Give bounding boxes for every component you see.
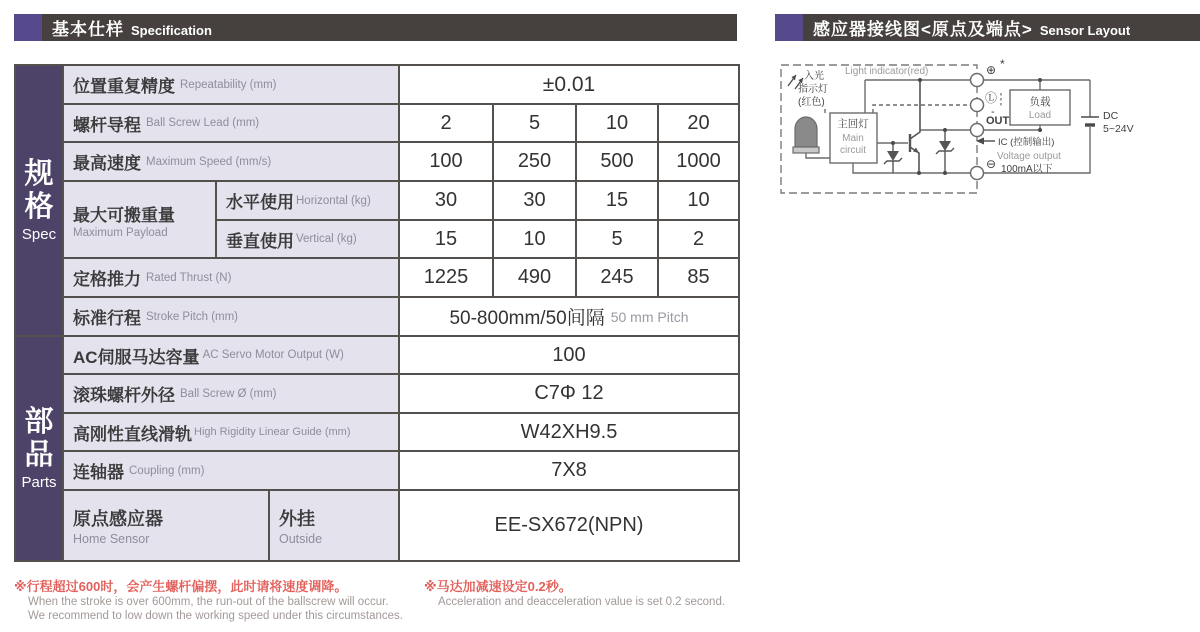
plus-terminal-label: ⊕ [986, 63, 997, 77]
cell-speed-3: 500 [577, 143, 659, 182]
footnote1-en-line2: We recommend to low down the working speed under this circumstances. [28, 610, 403, 623]
red-color-label: (红色) [798, 97, 825, 108]
cell-guide-value: W42XH9.5 [400, 414, 740, 452]
load-label-zh: 负载 [1029, 96, 1051, 108]
cell-lead-2: 5 [494, 105, 577, 143]
payload-label-en: Maximum Payload [73, 226, 168, 239]
row-screw-od-label [64, 375, 400, 414]
footnote1-en-line1: When the stroke is over 600mm, the run-out of the ballscrew will occur. [28, 596, 389, 608]
in-light-label: 入光 [804, 71, 824, 82]
sensor-layout-section-header [775, 14, 1200, 41]
row-payload-horizontal-label [217, 182, 400, 221]
load-label-en: Load [1028, 110, 1052, 121]
cell-payload-h-1: 30 [400, 182, 494, 221]
voltage-range-label: 5~24V [1103, 123, 1134, 135]
motor-label-en: AC Servo Motor Output (W) [202, 349, 344, 361]
row-lead-label [64, 105, 400, 143]
row-repeatability-label [64, 66, 400, 105]
thrust-label-en: Rated Thrust (N) [146, 271, 232, 284]
screw-od-label-zh: 滚珠螺杆外径 [73, 386, 175, 405]
cell-screw-od-value: C7Φ 12 [400, 375, 740, 414]
cell-lead-3: 10 [577, 105, 659, 143]
out-terminal-label: OUT [986, 115, 1010, 127]
row-motor-label [64, 337, 400, 375]
cell-speed-1: 100 [400, 143, 494, 182]
cell-payload-v-4: 2 [659, 221, 740, 259]
home-sensor-label-en: Home Sensor [73, 532, 150, 546]
spec-header-title-zh: 基本仕样 [52, 20, 124, 39]
coupling-label-zh: 连轴器 [73, 463, 124, 482]
home-sensor-sub-en: Outside [279, 532, 323, 546]
sidebar-spec-en: Spec [21, 225, 57, 243]
lamp-minus-mark: - [991, 106, 995, 118]
payload-v-label-en: Vertical (kg) [296, 233, 357, 245]
minus-terminal-label: ⊖ [986, 157, 997, 171]
sidebar-section-parts [16, 337, 64, 562]
thrust-label-zh: 定格推力 [73, 270, 141, 289]
lead-label-zh: 螺杆导程 [73, 115, 141, 135]
sidebar-parts-en: Parts [21, 473, 57, 491]
guide-label-zh: 高刚性直线滑轨 [73, 424, 192, 444]
sensor-wiring-diagram [775, 55, 1200, 205]
home-sensor-sub-zh: 外挂 [279, 509, 315, 529]
payload-label-zh: 最大可搬重量 [73, 205, 175, 225]
sidebar-spec-zh: 规格 [24, 158, 54, 223]
header-accent-square [14, 14, 42, 41]
indicator-label: 指示灯 [798, 84, 828, 95]
cell-thrust-2: 490 [494, 259, 577, 298]
sidebar-section-spec [16, 66, 64, 337]
main-circuit-label-zh: 主回灯 [837, 118, 869, 130]
cell-thrust-1: 1225 [400, 259, 494, 298]
cell-home-sensor-value: EE-SX672(NPN) [400, 491, 740, 562]
transistor-symbol [910, 80, 920, 173]
sensor-header-title-en: Sensor Layout [1039, 23, 1131, 38]
cell-motor-value: 100 [400, 337, 740, 375]
spec-section-header [14, 14, 737, 41]
cell-repeatability-value: ±0.01 [400, 66, 740, 105]
lamp-terminal-label: Ⓛ [985, 91, 998, 105]
row-stroke-label [64, 298, 400, 337]
payload-h-label-zh: 水平使用 [226, 193, 294, 212]
cell-thrust-4: 85 [659, 259, 740, 298]
speed-label-zh: 最高速度 [73, 154, 141, 173]
cell-lead-4: 20 [659, 105, 740, 143]
spec-header-title-en: Specification [131, 23, 212, 38]
cell-stroke-value [400, 298, 740, 337]
repeatability-label-en: Repeatability (mm) [180, 78, 277, 91]
cell-speed-4: 1000 [659, 143, 740, 182]
current-limit-label: 100mA以下 [1001, 164, 1053, 175]
repeatability-label-zh: 位置重复精度 [73, 77, 175, 96]
cell-payload-h-3: 15 [577, 182, 659, 221]
row-home-sensor-label [64, 491, 270, 562]
header-accent-square [775, 14, 803, 41]
sensor-header-title-zh: 感应器接线图<原点及端点> [813, 20, 1033, 39]
motor-label-zh: AC伺服马达容量 [73, 347, 200, 367]
cell-coupling-value: 7X8 [400, 452, 740, 491]
footnote-acceleration [424, 576, 725, 609]
guide-label-en: High Rigidity Linear Guide (mm) [194, 426, 351, 438]
battery-symbol [1081, 117, 1099, 125]
lead-label-en: Ball Screw Lead (mm) [146, 117, 260, 129]
footnote1-zh: ※行程超过600时，会产生螺杆偏摆，此时请将速度调降。 [14, 579, 348, 594]
cell-payload-v-3: 5 [577, 221, 659, 259]
led-symbol [793, 117, 819, 153]
ic-label: IC (控制输出) [998, 137, 1055, 148]
screw-od-label-en: Ball Screw Ø (mm) [180, 387, 277, 400]
footnote2-en: Acceleration and deacceleration value is set 0.2 second. [438, 596, 726, 608]
payload-v-label-zh: 垂直使用 [226, 231, 294, 251]
stroke-value-en: 50 mm Pitch [610, 308, 689, 325]
zener-diode-right [936, 130, 954, 173]
stroke-label-en: Stroke Pitch (mm) [146, 310, 239, 323]
asterisk-mark: * [1000, 57, 1005, 71]
cell-lead-1: 2 [400, 105, 494, 143]
specification-table [14, 64, 740, 562]
payload-h-label-en: Horizontal (kg) [296, 194, 371, 207]
speed-label-en: Maximum Speed (mm/s) [146, 155, 272, 168]
dc-label: DC [1103, 110, 1119, 122]
main-circuit-label-en2: circuit [839, 145, 867, 156]
row-thrust-label [64, 259, 400, 298]
cell-payload-h-4: 10 [659, 182, 740, 221]
cell-payload-h-2: 30 [494, 182, 577, 221]
row-guide-label [64, 414, 400, 452]
row-home-sensor-sub-label [270, 491, 400, 562]
home-sensor-label-zh: 原点感应器 [73, 509, 163, 529]
stroke-label-zh: 标准行程 [73, 309, 141, 328]
cell-payload-v-2: 10 [494, 221, 577, 259]
sidebar-parts-zh: 部品 [24, 406, 54, 471]
row-payload-group-label [64, 182, 217, 259]
row-coupling-label [64, 452, 400, 491]
cell-speed-2: 250 [494, 143, 577, 182]
main-circuit-label-en1: Main [842, 133, 864, 144]
light-indicator-label: Light indicator(red) [845, 66, 929, 77]
row-speed-label [64, 143, 400, 182]
stroke-value-zh: 50-800mm/50间隔 [449, 308, 605, 329]
row-payload-vertical-label [217, 221, 400, 259]
footnote-stroke-warning [14, 576, 403, 623]
cell-thrust-3: 245 [577, 259, 659, 298]
voltage-output-label: Voltage output [997, 151, 1061, 162]
zener-diode-left [884, 143, 902, 173]
coupling-label-en: Coupling (mm) [129, 464, 205, 477]
cell-payload-v-1: 15 [400, 221, 494, 259]
footnote2-zh: ※马达加减速设定0.2秒。 [424, 579, 572, 594]
